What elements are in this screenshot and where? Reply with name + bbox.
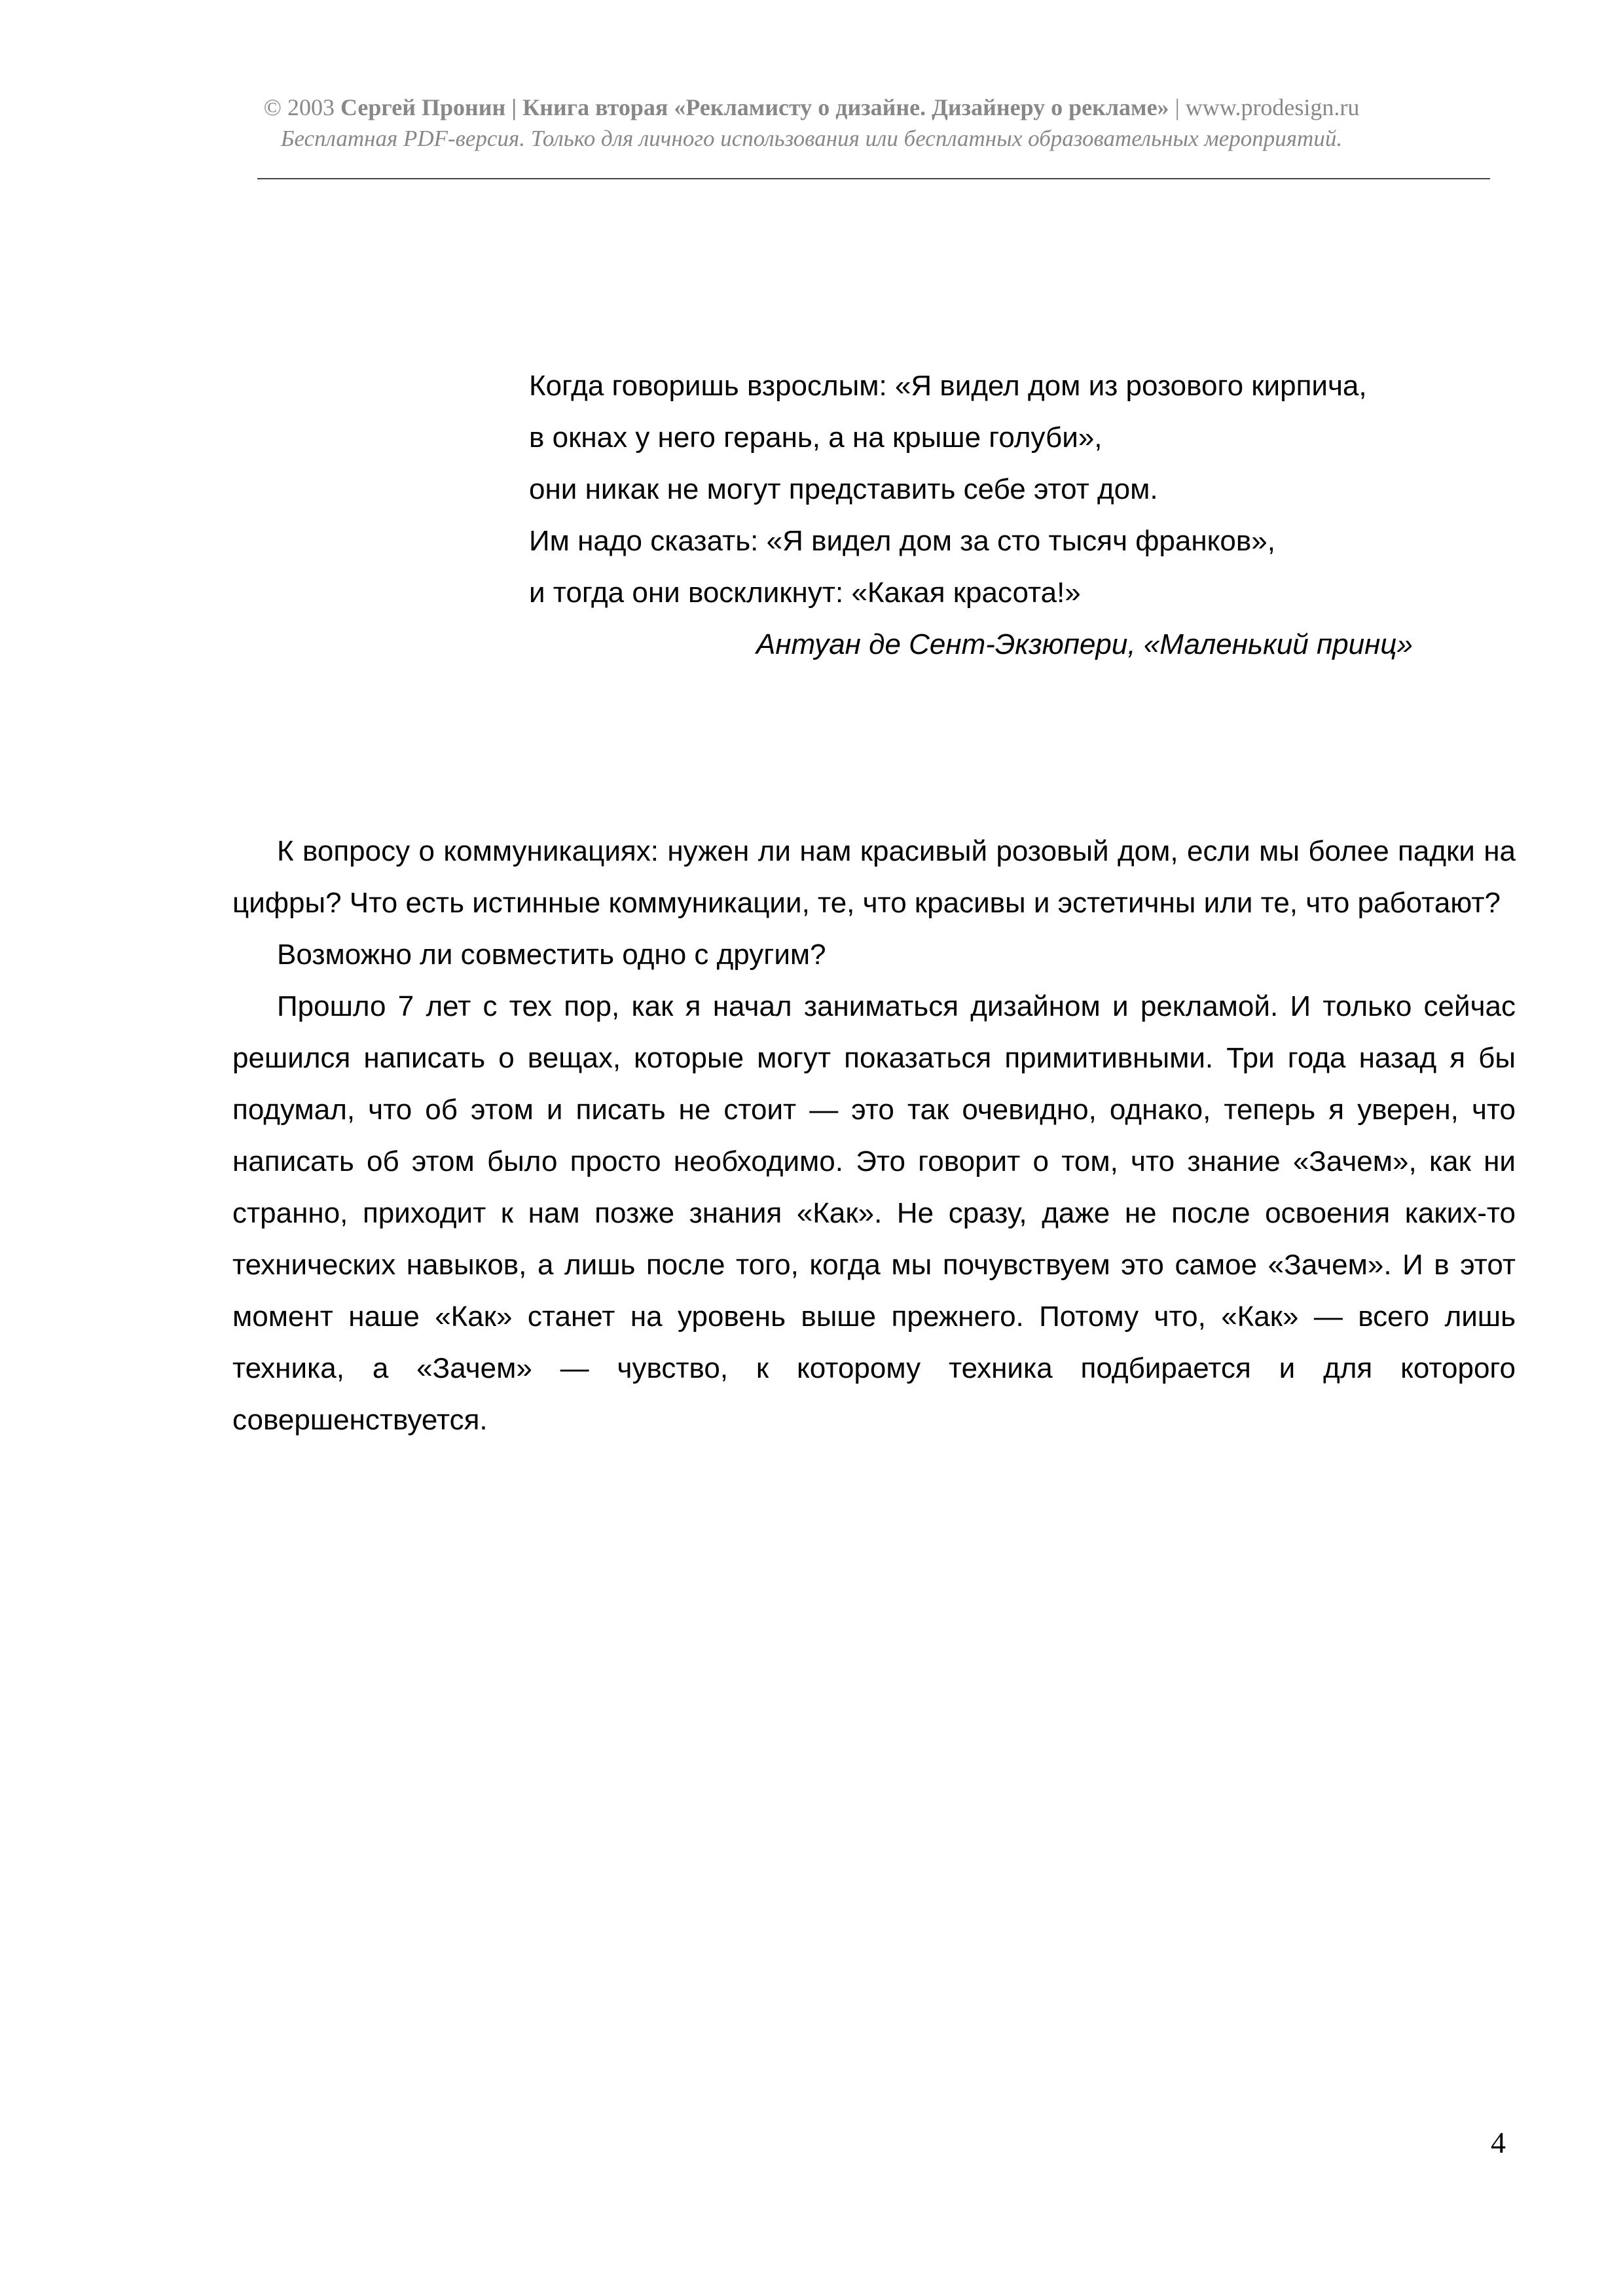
paragraph: К вопросу о коммуникациях: нужен ли нам красивый розовый дом, если мы более падки на цифры? Что есть истинные коммуникации, те, что красивы и эстетичны или те, что работают? — [232, 835, 1516, 919]
epigraph-line: Когда говоришь взрослым: «Я видел дом из розового кирпича, — [529, 370, 1367, 402]
header-divider — [257, 178, 1490, 179]
header-website: www.prodesign.ru — [1185, 94, 1360, 120]
header-separator: | — [1175, 94, 1180, 120]
page-number: 4 — [1491, 2126, 1506, 2159]
epigraph-attribution: Антуан де Сент-Экзюпери, «Маленький принц» — [756, 628, 1413, 660]
page-header — [0, 93, 1623, 122]
epigraph-line: в окнах у него герань, а на крыше голуби», — [529, 422, 1103, 454]
paragraph: Прошло 7 лет с тех пор, как я начал заниматься дизайном и рекламой. И только сейчас решился написать о вещах, которые могут показаться примитивными. Три года назад я бы подумал, что об этом и писать не стоит — это так очевидно, однако, теперь я уверен, что написать об этом было просто необходимо. Это говорит о том, что знание «Зачем», как ни странно, приходит к нам позже знания «Как». Не сразу, даже не после освоения каких-то технических навыков, а лишь после того, когда мы почувствуем это самое «Зачем». И в этот момент наше «Как» станет на уровень выше прежнего. Потому что, «Как» — всего лишь техника, а «Зачем» — чувство, к которому техника подбирается и для которого совершенствуется. — [232, 990, 1516, 1436]
epigraph — [529, 360, 1413, 670]
header-copyright: © 2003 — [263, 94, 335, 120]
epigraph-line: Им надо сказать: «Я видел дом за сто тысяч франков», — [529, 525, 1275, 557]
header-book-title: Книга вторая «Рекламисту о дизайне. Дизайнеру о рекламе» — [522, 94, 1169, 120]
main-text — [232, 825, 1516, 1446]
header-author: Сергей Пронин — [340, 94, 506, 120]
epigraph-line: они никак не могут представить себе этот дом. — [529, 473, 1158, 505]
paragraph: Возможно ли совместить одно с другим? — [277, 939, 826, 971]
header-separator: | — [511, 94, 517, 120]
epigraph-line: и тогда они воскликнут: «Какая красота!» — [529, 577, 1081, 609]
header-notice: Бесплатная PDF-версия. Только для личного использования или бесплатных образовательных мероприятий. — [280, 126, 1343, 151]
